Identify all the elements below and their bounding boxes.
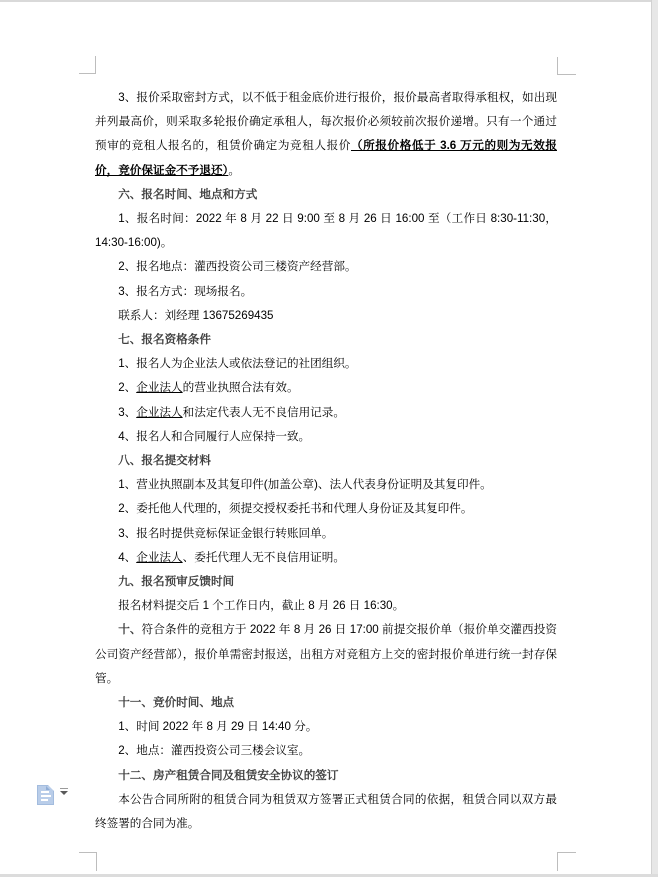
paragraph[interactable] bbox=[95, 376, 557, 400]
paste-options-button[interactable] bbox=[36, 783, 70, 809]
text-run: 1、营业执照副本及其复印件(加盖公章)、法人代表身份证明及其复印件。 bbox=[118, 478, 492, 492]
paragraph[interactable] bbox=[95, 497, 557, 521]
paragraph[interactable] bbox=[95, 86, 557, 183]
text-run: （所报价格低于 3.6 万元的则为无效报价，竞价保证金不予退还） bbox=[95, 139, 557, 177]
section-heading[interactable] bbox=[95, 183, 557, 207]
text-run: 3、报名时提供竞标保证金银行转账回单。 bbox=[118, 526, 334, 540]
text-run: 十、 bbox=[118, 623, 142, 637]
paragraph[interactable] bbox=[95, 715, 557, 739]
text-run: 2、 bbox=[118, 381, 137, 395]
text-run: 报名材料提交后 1 个工作日内，截止 8 月 26 日 16:30。 bbox=[118, 599, 405, 613]
paragraph[interactable] bbox=[95, 255, 557, 279]
text-run: 1、时间 2022 年 8 月 29 日 14:40 分。 bbox=[118, 720, 318, 734]
paragraph[interactable] bbox=[95, 425, 557, 449]
document-text[interactable] bbox=[95, 86, 557, 836]
paragraph[interactable] bbox=[95, 788, 557, 836]
text-run: 4、 bbox=[118, 550, 137, 564]
paragraph[interactable] bbox=[95, 618, 557, 691]
text-run: 3、 bbox=[118, 405, 137, 419]
text-run: 本公告合同所附的租赁合同为租赁双方签署正式租赁合同的依据，租赁合同以双方最终签署的合同为准。 bbox=[95, 792, 557, 831]
text-run: 3、报价采取密封方式，以不低于租金底价进行报价，报价最高者取得承租权，如出现并列最高价，则采取多轮报价确定承租人，每次报价必须较前次报价递增。只有一个通过预审的竞租人报名的，租赁价确定为竞租人报价 bbox=[95, 91, 557, 153]
crop-mark-top-right bbox=[557, 57, 576, 75]
chevron-down-icon[interactable] bbox=[60, 788, 69, 796]
paragraph[interactable] bbox=[95, 401, 557, 425]
page-top-edge bbox=[0, 0, 658, 2]
section-heading[interactable] bbox=[95, 570, 557, 594]
text-run: 2、地点：灌西投资公司三楼会议室。 bbox=[118, 744, 311, 758]
text-run: 企业法人 bbox=[136, 550, 183, 564]
text-run: 1、报名人为企业法人或依法登记的社团组织。 bbox=[118, 357, 357, 371]
text-run: 4、报名人和合同履行人应保持一致。 bbox=[118, 429, 311, 443]
text-run: 1、报名时间：2022 年 8 月 22 日 9:00 至 8 月 26 日 16:00 至（工作日 8:30-11:30，14:30-16:00)。 bbox=[95, 212, 557, 250]
paragraph[interactable] bbox=[95, 207, 557, 255]
crop-mark-top-left bbox=[79, 56, 96, 74]
text-run: 十一、竞价时间、地点 bbox=[118, 696, 235, 710]
text-run: 九、报名预审反馈时间 bbox=[118, 575, 235, 589]
text-run: 八、报名提交材料 bbox=[118, 454, 211, 468]
section-heading[interactable] bbox=[95, 691, 557, 715]
text-run: 和法定代表人无不良信用记录。 bbox=[182, 405, 345, 419]
text-run: 六、报名时间、地点和方式 bbox=[118, 187, 258, 201]
text-run: 2、报名地点：灌西投资公司三楼资产经营部。 bbox=[118, 260, 357, 274]
text-run: 十二、房产租赁合同及租赁安全协议的签订 bbox=[118, 768, 339, 782]
clipboard-icon bbox=[37, 785, 54, 805]
text-run: 3、报名方式：现场报名。 bbox=[118, 284, 253, 298]
text-run: 、委托代理人无不良信用证明。 bbox=[182, 550, 345, 564]
paragraph[interactable] bbox=[95, 352, 557, 376]
section-heading[interactable] bbox=[95, 449, 557, 473]
paragraph[interactable] bbox=[95, 546, 557, 570]
text-run: 的营业执照合法有效。 bbox=[182, 381, 299, 395]
text-run: 企业法人 bbox=[136, 381, 183, 395]
crop-mark-bottom-left bbox=[79, 852, 97, 871]
paragraph[interactable] bbox=[95, 304, 557, 328]
paragraph[interactable] bbox=[95, 473, 557, 497]
page-right-margin-area bbox=[651, 0, 658, 877]
paragraph[interactable] bbox=[95, 522, 557, 546]
text-run: 2、委托他人代理的，须提交授权委托书和代理人身份证及其复印件。 bbox=[118, 502, 473, 516]
section-heading[interactable] bbox=[95, 764, 557, 788]
paragraph[interactable] bbox=[95, 739, 557, 763]
section-heading[interactable] bbox=[95, 328, 557, 352]
paragraph[interactable] bbox=[95, 594, 557, 618]
text-run: 。 bbox=[228, 163, 240, 177]
text-run: 七、报名资格条件 bbox=[118, 333, 211, 347]
text-run: 符合条件的竞租方于 2022 年 8 月 26 日 17:00 前提交报价单（报价单交灌西投资公司资产经营部），报价单需密封报送，出租方对竞租方上交的密封报价单进行统一封存保管。 bbox=[95, 623, 557, 685]
paragraph[interactable] bbox=[95, 280, 557, 304]
text-run: 企业法人 bbox=[136, 405, 183, 419]
text-run: 联系人：刘经理 13675269435 bbox=[118, 308, 274, 322]
crop-mark-bottom-right bbox=[557, 852, 576, 871]
